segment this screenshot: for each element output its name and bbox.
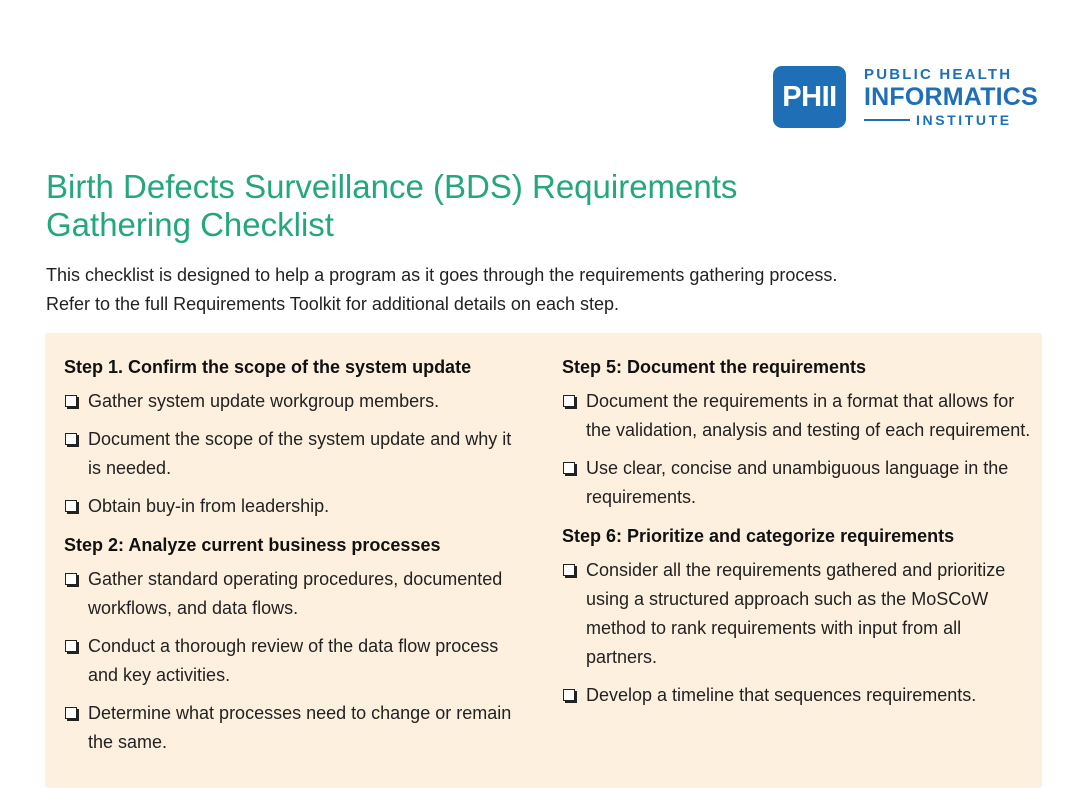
step-6-section bbox=[562, 524, 1032, 710]
step-2-list bbox=[64, 565, 524, 757]
logo-line-institute: INSTITUTE bbox=[916, 112, 1012, 128]
checklist-item bbox=[562, 556, 1032, 672]
checkbox-icon[interactable] bbox=[65, 395, 77, 407]
checkbox-icon[interactable] bbox=[563, 395, 575, 407]
intro-line-2: Refer to the full Requirements Toolkit for additional details on each step. bbox=[46, 294, 619, 314]
checklist-item-text: Gather standard operating procedures, documented workflows, and data flows. bbox=[88, 569, 503, 618]
step-5-section bbox=[562, 355, 1032, 512]
checklist-item bbox=[64, 699, 524, 757]
checklist-item-text: Use clear, concise and unambiguous language in the requirements. bbox=[586, 458, 1009, 507]
step-2-section bbox=[64, 533, 524, 757]
title-line-2: Gathering Checklist bbox=[46, 206, 334, 243]
step-6-list bbox=[562, 556, 1032, 710]
logo-rule bbox=[864, 119, 910, 121]
checklist-item bbox=[562, 681, 1032, 710]
logo-line-public-health: PUBLIC HEALTH bbox=[864, 66, 1013, 83]
checklist-item-text: Document the scope of the system update and why it is needed. bbox=[88, 429, 512, 478]
checklist-item-text: Obtain buy-in from leadership. bbox=[88, 496, 330, 516]
checklist-item bbox=[64, 565, 524, 623]
checklist-item-text: Consider all the requirements gathered and prioritize using a structured approach such as the MoSCoW method to rank requirements with input from all partners. bbox=[586, 560, 1006, 667]
checkbox-icon[interactable] bbox=[563, 462, 575, 474]
page-title bbox=[46, 168, 846, 244]
checklist-item-text: Develop a timeline that sequences requirements. bbox=[586, 685, 977, 705]
step-1-list bbox=[64, 387, 524, 521]
checklist-column-right bbox=[562, 355, 1032, 719]
phii-logo bbox=[773, 66, 1038, 128]
intro-line-1: This checklist is designed to help a program as it goes through the requirements gathering process. bbox=[46, 265, 838, 285]
checklist-column-left bbox=[64, 355, 524, 766]
checkbox-icon[interactable] bbox=[65, 433, 77, 445]
checklist-item bbox=[64, 632, 524, 690]
checkbox-icon[interactable] bbox=[65, 640, 77, 652]
checklist-item bbox=[64, 492, 524, 521]
step-2-heading: Step 2: Analyze current business processes bbox=[64, 535, 441, 555]
checklist-item-text: Determine what processes need to change or remain the same. bbox=[88, 703, 512, 752]
checklist-item bbox=[562, 387, 1032, 445]
checklist-item-text: Gather system update workgroup members. bbox=[88, 391, 440, 411]
checklist-item-text: Document the requirements in a format that allows for the validation, analysis and testing of each requirement. bbox=[586, 391, 1031, 440]
step-1-heading: Step 1. Confirm the scope of the system update bbox=[64, 357, 472, 377]
checkbox-icon[interactable] bbox=[65, 573, 77, 585]
intro-text bbox=[46, 261, 1036, 319]
step-1-section bbox=[64, 355, 524, 521]
checkbox-icon[interactable] bbox=[65, 500, 77, 512]
checklist-item bbox=[64, 425, 524, 483]
logo-mark: PHII bbox=[773, 66, 846, 128]
checklist-panel bbox=[45, 333, 1042, 788]
logo-line-institute-row bbox=[864, 113, 1038, 127]
checklist-item bbox=[562, 454, 1032, 512]
checklist-item bbox=[64, 387, 524, 416]
step-5-heading: Step 5: Document the requirements bbox=[562, 357, 867, 377]
checkbox-icon[interactable] bbox=[563, 564, 575, 576]
step-6-heading: Step 6: Prioritize and categorize requirements bbox=[562, 526, 955, 546]
logo-line-informatics: INFORMATICS bbox=[864, 83, 1038, 111]
title-line-1: Birth Defects Surveillance (BDS) Requirements bbox=[46, 168, 738, 205]
step-5-list bbox=[562, 387, 1032, 512]
checklist-item-text: Conduct a thorough review of the data flow process and key activities. bbox=[88, 636, 499, 685]
checkbox-icon[interactable] bbox=[563, 689, 575, 701]
checkbox-icon[interactable] bbox=[65, 707, 77, 719]
logo-wordmark bbox=[864, 67, 1038, 127]
